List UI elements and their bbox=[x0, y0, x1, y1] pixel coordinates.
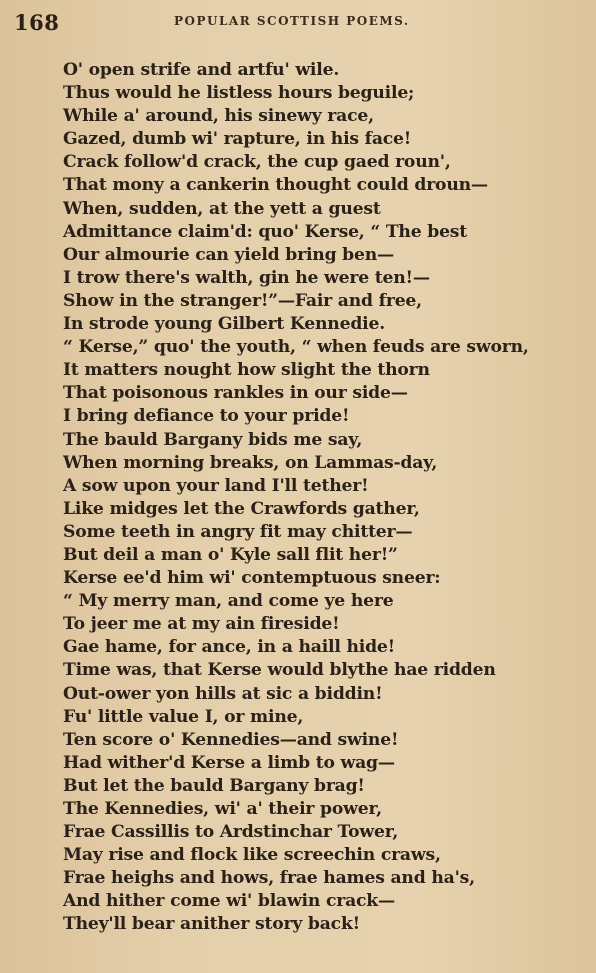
poem-line: The bauld Bargany bids me say, bbox=[63, 429, 363, 450]
poem-text bbox=[63, 59, 588, 937]
running-head: POPULAR SCOTTISH POEMS. bbox=[174, 14, 410, 28]
poem-line: That poisonous rankles in our side— bbox=[63, 383, 408, 404]
poem-line: When morning breaks, on Lammas-day, bbox=[63, 452, 438, 473]
poem-line: Out-ower yon hills at sic a biddin! bbox=[63, 683, 383, 704]
page-number: 168 bbox=[14, 10, 60, 35]
poem-line: It matters nought how slight the thorn bbox=[63, 360, 430, 381]
poem-line: They'll bear anither story back! bbox=[63, 914, 360, 935]
poem-line: I bring defiance to your pride! bbox=[63, 406, 350, 427]
poem-line: But deil a man o' Kyle sall flit her!” bbox=[63, 544, 398, 565]
poem-line: “ My merry man, and come ye here bbox=[63, 591, 394, 612]
poem-line: Gae hame, for ance, in a haill hide! bbox=[63, 637, 396, 658]
poem-line: Some teeth in angry fit may chitter— bbox=[63, 521, 413, 542]
poem-line: Admittance claim'd: quo' Kerse, “ The best bbox=[63, 221, 468, 242]
poem-line: Crack follow'd crack, the cup gaed roun', bbox=[63, 152, 451, 173]
poem-line: Our almourie can yield bring ben— bbox=[63, 244, 395, 265]
poem-line: Like midges let the Crawfords gather, bbox=[63, 498, 420, 519]
poem-line: While a' around, his sinewy race, bbox=[63, 106, 374, 127]
poem-line: Frae Cassillis to Ardstinchar Tower, bbox=[63, 822, 399, 843]
poem-line: When, sudden, at the yett a guest bbox=[63, 198, 381, 219]
poem-line: “ Kerse,” quo' the youth, “ when feuds are sworn, bbox=[63, 337, 529, 358]
poem-line: Ten score o' Kennedies—and swine! bbox=[63, 729, 399, 750]
poem-line: And hither come wi' blawin crack— bbox=[63, 891, 395, 912]
poem-line: Gazed, dumb wi' rapture, in his face! bbox=[63, 129, 412, 150]
poem-line: To jeer me at my ain fireside! bbox=[63, 614, 340, 635]
poem-line: Frae heighs and hows, frae hames and ha's, bbox=[63, 868, 475, 889]
poem-line: Time was, that Kerse would blythe hae ridden bbox=[63, 660, 496, 681]
poem-line: But let the bauld Bargany brag! bbox=[63, 775, 365, 796]
poem-line: That mony a cankerin thought could droun— bbox=[63, 175, 488, 196]
poem-line: May rise and flock like screechin craws, bbox=[63, 845, 441, 866]
poem-line: Had wither'd Kerse a limb to wag— bbox=[63, 752, 395, 773]
poem-line: In strode young Gilbert Kennedie. bbox=[63, 314, 385, 335]
poem-line: I trow there's walth, gin he were ten!— bbox=[63, 267, 430, 288]
poem-line: Show in the stranger!”—Fair and free, bbox=[63, 290, 422, 311]
page-header bbox=[14, 10, 582, 36]
poem-line: Fu' little value I, or mine, bbox=[63, 706, 304, 727]
poem-line: Thus would he listless hours beguile; bbox=[63, 83, 415, 104]
poem-line: O' open strife and artfu' wile. bbox=[63, 60, 340, 80]
poem-line: A sow upon your land I'll tether! bbox=[63, 475, 369, 496]
poem-line: The Kennedies, wi' a' their power, bbox=[63, 799, 382, 819]
poem-line: Kerse ee'd him wi' contemptuous sneer: bbox=[63, 568, 441, 589]
